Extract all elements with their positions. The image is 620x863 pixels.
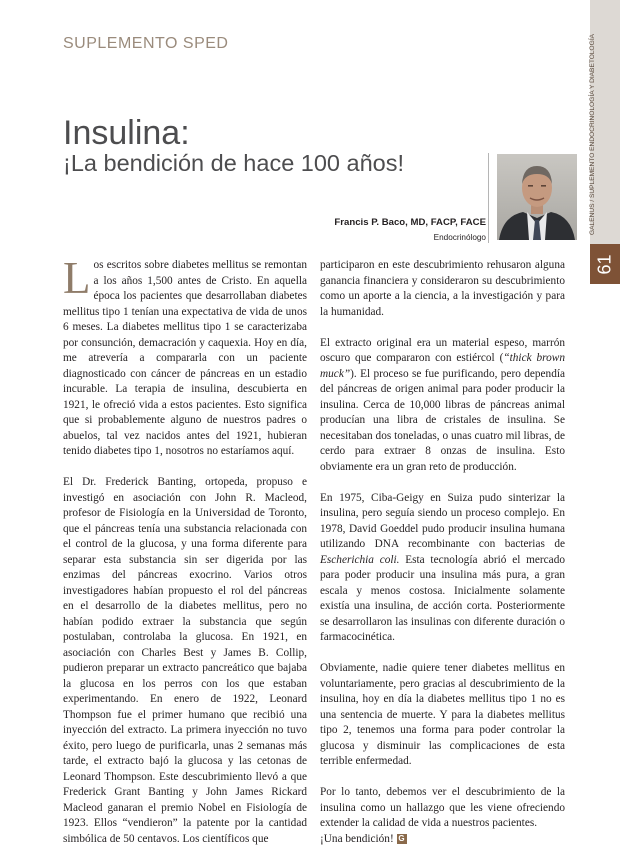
paragraph <box>320 785 565 847</box>
paragraph-text: Por lo tanto, debemos ver el descubrimiento de la insulina como un hallazgo que les viene ofreciendo extender la calidad de vida a nuestros pacientes. <box>320 786 565 829</box>
paragraph: Obviamente, nadie quiere tener diabetes mellitus en voluntariamente, pero gracias al descubrimiento de la insulina, hoy en día la diabetes mellitus tipo 1 no es una sentencia de muerte. Y para la diabetes mellitus tipo 2, tenemos una forma para poder controlar la glucosa y disminuir las complicaciones de esta terrible enfermedad. <box>320 662 565 767</box>
italic-quote: “thick brown muck” <box>320 352 565 380</box>
paragraph <box>320 336 565 476</box>
drop-cap: L <box>63 253 91 303</box>
italic-species: Escherichia coli. <box>320 553 400 566</box>
paragraph-text: Esta tecnología abrió el mercado para poder producir una insulina más pura, a gran escala y menos costosa. Inicialmente solamente existía una insulina, de acción corta. Posteriormente se desarrollaron las insulinas con diferente duración o farmacocinética. <box>320 553 565 643</box>
section-label: SUPLEMENTO SPED <box>63 35 229 52</box>
paragraph-text: ). El proceso se fue purificando, pero dependía del páncreas de origen animal para poder producir la insulina. Cerca de 10,000 libras de páncreas animal producían una libra de cristales de insulina. Se necesitaban dos toneladas, o unas cuatro mil libras, de cerdo para extraer 8 onzas de insulina. Esto obviamente era un gran reto de producción. <box>320 367 565 473</box>
author-photo <box>497 154 577 240</box>
author-name: Francis P. Baco, MD, FACP, FACE <box>334 217 486 228</box>
paragraph <box>320 491 565 646</box>
author-role: Endocrinólogo <box>433 233 486 242</box>
closing-line: ¡Una bendición! <box>320 832 394 845</box>
end-mark-logo: G <box>398 833 405 843</box>
page-number: 61 <box>594 253 615 275</box>
paragraph: El Dr. Frederick Banting, ortopeda, propuso e investigó en asociación con John R. Macleod, profesor de Fisiología en la Universidad de Toronto, que el páncreas tenía una substancia relacionada con el control de la glucosa, y una forma diferente para separar esta substancia sin ser digerida por las enzimas del páncreas exocrino. Varios otros investigadores habían propuesto el rol del páncreas en el desarrollo de la diabetes mellitus, pero no habían podido extraer la substancia que según postulaban, controlaba la glucosa. En 1921, en asociación con Charles Best y James B. Collip, pudieron preparar un extracto pancreático que bajaba la glucosa en los perros con los que estaban experimentando. En enero de 1922, Leonard Thompson fue el primer humano que recibió una inyección del extracto. La primera inyección no tuvo éxito, pero luego de purificarla, unas 2 semanas más tarde, el extracto bajó la glucosa y las cetonas de Leonard Thompson. Este descubrimiento llevó a que Frederick Grant Banting y John James Rickard Macleod ganaran el premio Nobel en Fisiología de 1923. Ellos “vendieron” la patente por la cantidad simbólica de 50 centavos. Los científicos que <box>63 476 307 845</box>
paragraph <box>63 253 307 460</box>
paragraph: participaron en este descubrimiento rehusaron alguna ganancia financiera y consideraron su descubrimiento como un aporte a la ciencia, a la investigación y para la humanidad. <box>320 259 565 318</box>
article-column-2 <box>320 258 565 847</box>
page-number-box <box>590 244 620 284</box>
article-title: Insulina: <box>63 114 190 152</box>
article-subtitle: ¡La bendición de hace 100 años! <box>63 150 405 176</box>
sidebar-publication-text: GALENUS / SUPLEMENTO ENDOCRINOLOGÍA Y DIABETOLOGÍA <box>589 33 596 235</box>
article-column-1 <box>63 253 307 863</box>
paragraph-text: os escritos sobre diabetes mellitus se remontan a los años 1,500 antes de Cristo. En aquella época los pacientes que desarrollaban diabetes mellitus tipo 1 tenían una expectativa de vida de unos 6 meses. La diabetes mellitus tipo 1 se caracterizaba por consunción, demacración y caquexia. Hoy en día, me atrevería a compararla con un paciente diagnosticado con cáncer de páncreas en un estadio incurable. La terapia de insulina, descubierta en 1921, le ofreció vida a estos pacientes. Esto significa que si probablemente alguno de nuestros padres o abuelos, tal vez nacidos antes del 1921, hubieran tenido diabetes tipo 1, nosotros no estaríamos aquí. <box>63 259 307 457</box>
author-divider <box>488 153 489 243</box>
paragraph-text: El extracto original era un material espeso, marrón oscuro que compararon con estiércol ( <box>320 336 565 364</box>
paragraph-text: En 1975, Ciba-Geigy en Suiza pudo sinterizar la insulina, pero seguía siendo un proceso complejo. En 1978, David Goeddel pudo producir insulina humana utilizando DNA recombinante con bacterias de <box>320 491 565 550</box>
